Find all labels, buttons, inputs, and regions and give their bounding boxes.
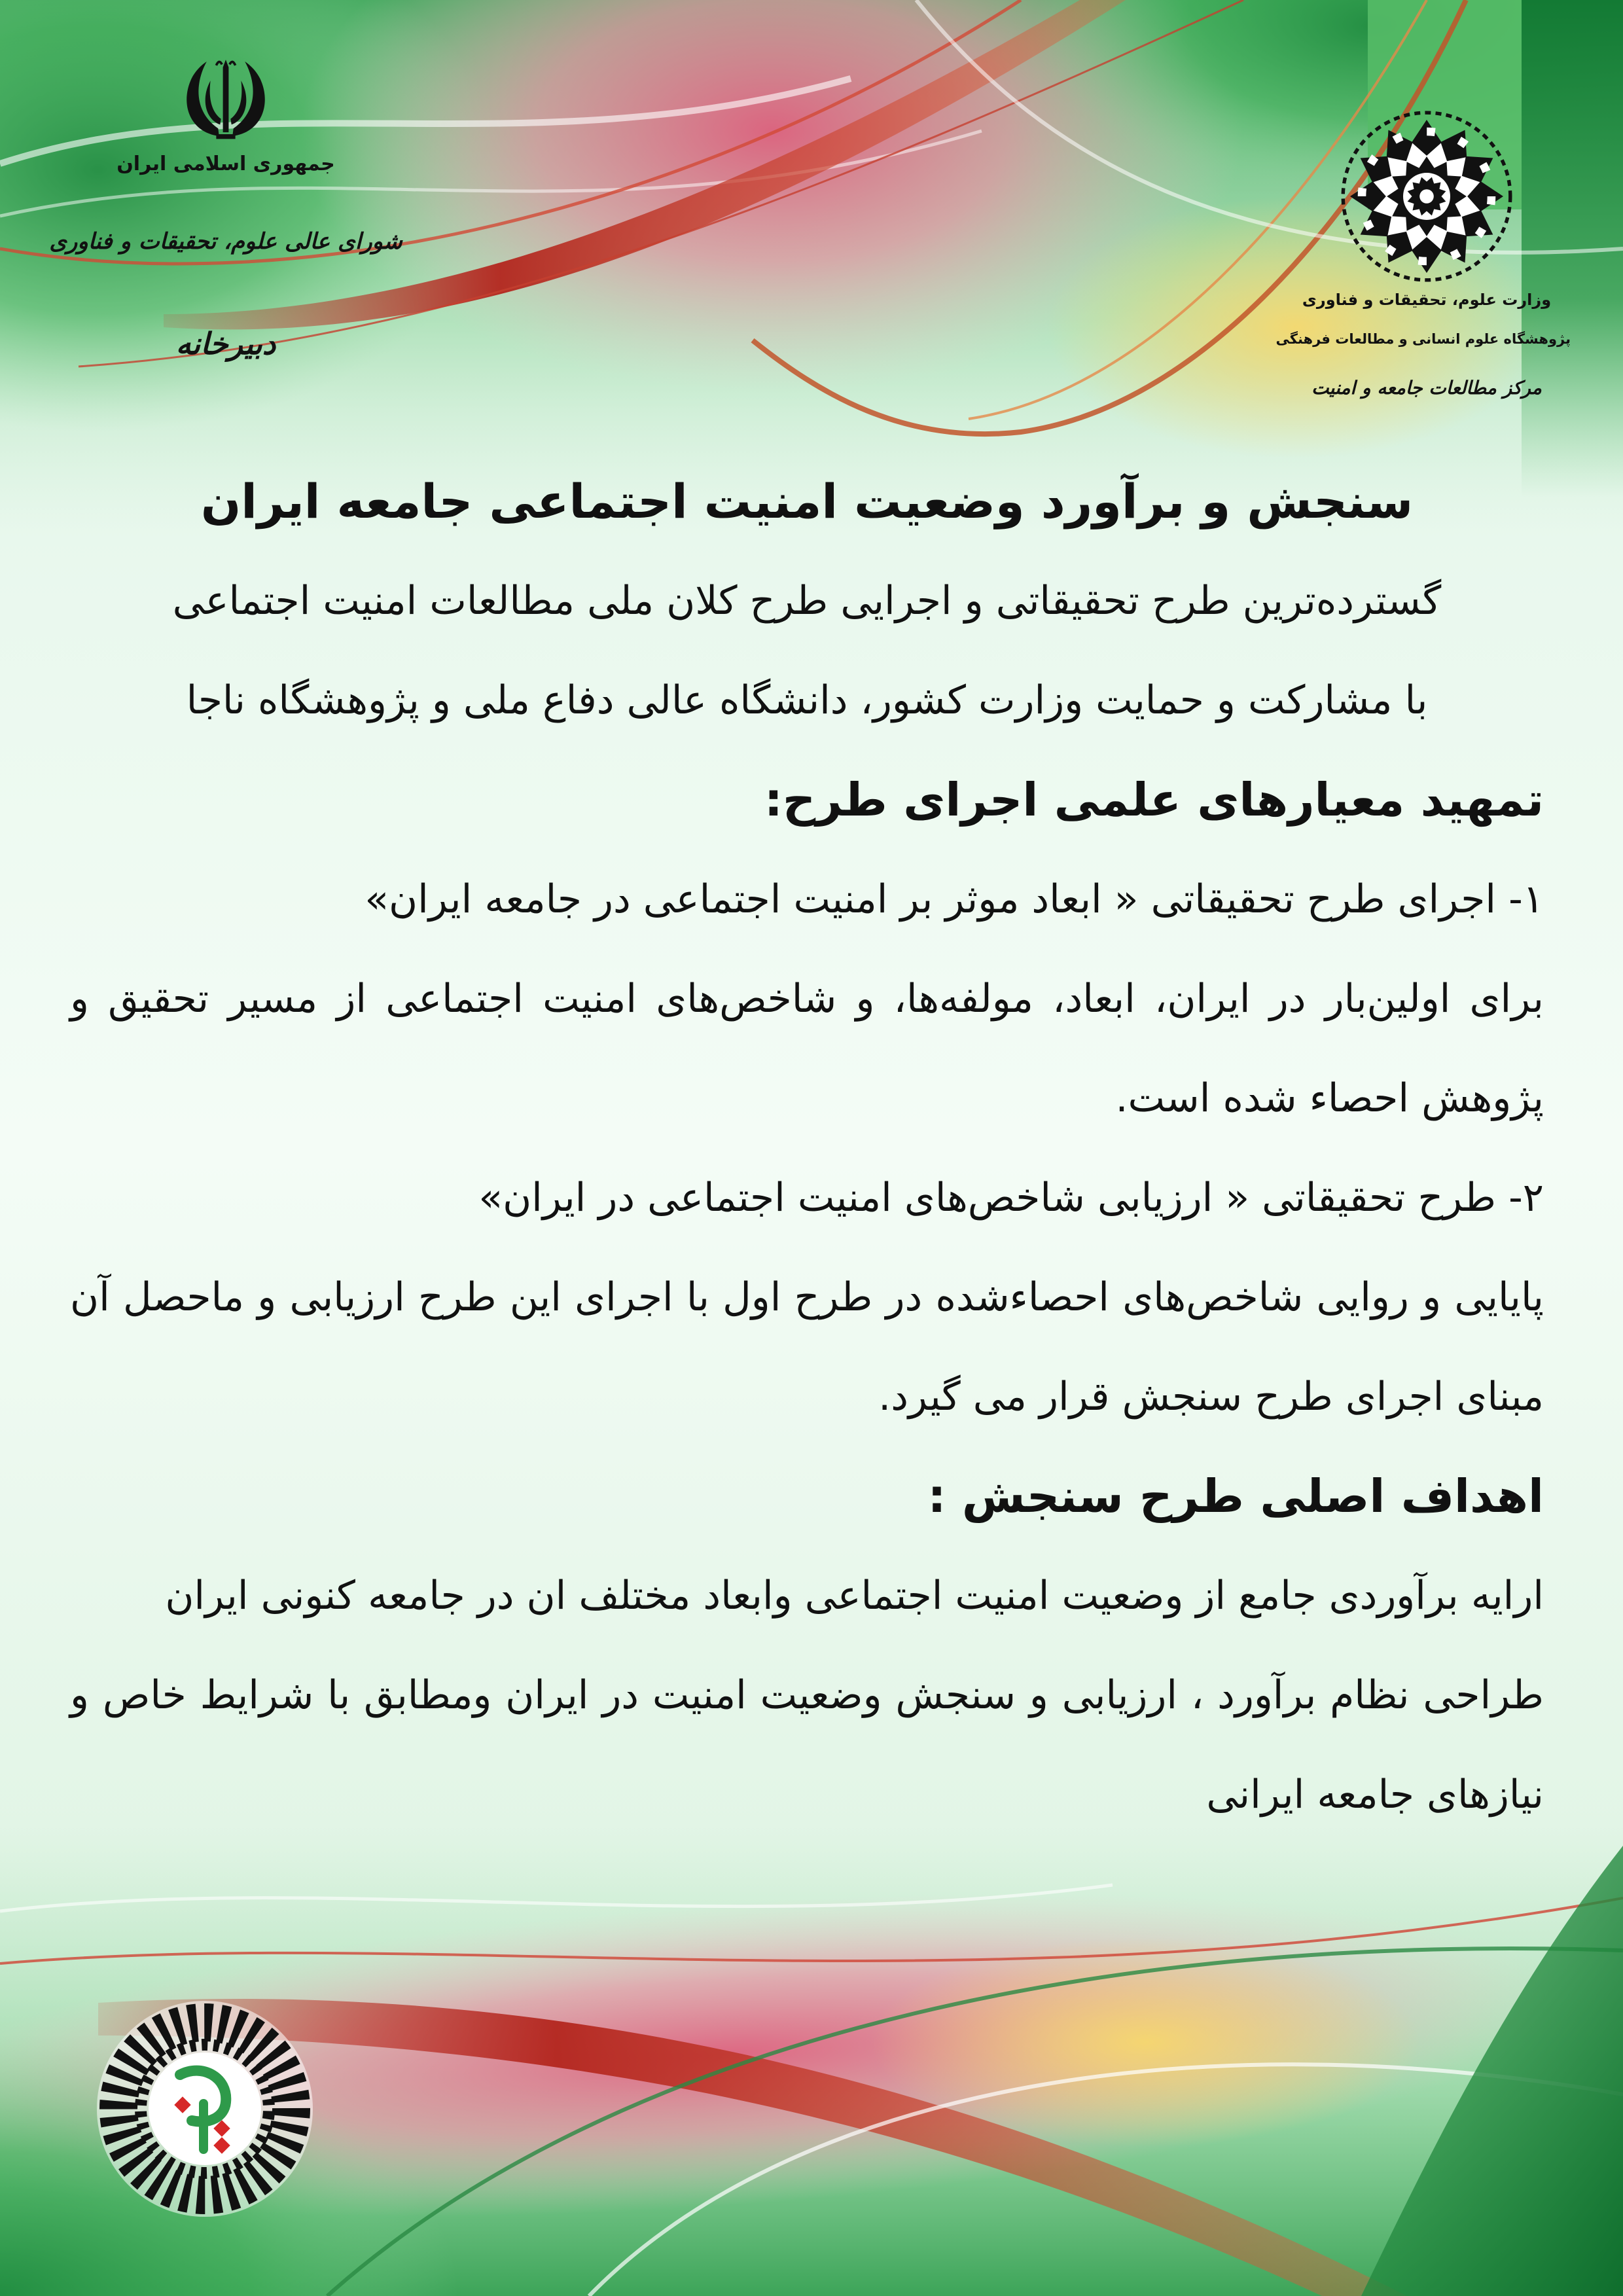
main-content xyxy=(70,452,1544,1844)
section-heading-criteria: تمهید معیارهای علمی اجرای طرح: xyxy=(764,773,1544,827)
page-title: سنجش و برآورد وضعیت امنیت اجتماعی جامعه ایران xyxy=(200,474,1414,529)
left-logo-line-3: دبیرخانه xyxy=(175,326,276,361)
right-logo-line-3: مرکز مطالعات جامعه و امنیت xyxy=(1311,377,1542,399)
criteria-item-1-title: ۱- اجرای طرح تحقیقاتی « ابعاد موثر بر امنیت اجتماعی در جامعه ایران» xyxy=(365,876,1544,922)
right-logo-line-2: پژوهشگاه علوم انسانی و مطالعات فرهنگی xyxy=(1275,331,1571,347)
spiral-logo-icon xyxy=(94,1998,316,2220)
criteria-item-2-title: ۲- طرح تحقیقاتی « ارزیابی شاخص‌های امنیت اجتماعی در ایران» xyxy=(478,1175,1544,1221)
criteria-item-2-text: پایایی و روایی شاخص‌های احصاءشده در طرح اول با اجرای این طرح ارزیابی و ماحصل آن مبنای اجرای طرح سنجش قرار می گیرد. xyxy=(70,1274,1544,1420)
subtitle-line-2: با مشارکت و حمایت وزارت کشور، دانشگاه عالی دفاع ملی و پژوهشگاه ناجا xyxy=(186,677,1428,723)
goal-paragraph-2: طراحی نظام برآورد ، ارزیابی و سنجش وضعیت امنیت در ایران ومطابق با شرایط خاص و نیازهای جامعه ایرانی xyxy=(70,1672,1544,1818)
right-logo-line-1: وزارت علوم، تحقیقات و فناوری xyxy=(1302,291,1552,309)
research-center-logo xyxy=(1275,0,1571,419)
left-logo-line-2: شورای عالی علوم، تحقیقات و فناوری xyxy=(49,228,402,255)
section-heading-goals: اهداف اصلی طرح سنجش : xyxy=(927,1469,1544,1523)
rosette-logo-icon xyxy=(1338,108,1515,285)
criteria-item-1-text: برای اولین‌بار در ایران، ابعاد، مولفه‌ها، و شاخص‌های امنیت اجتماعی از مسیر تحقیق و پژوهش احصاء شده است. xyxy=(70,976,1544,1121)
iran-emblem-icon xyxy=(178,56,274,142)
goal-paragraph-1: ارایه برآوردی جامع از وضعیت امنیت اجتماعی وابعاد مختلف ان در جامعه کنونی ایران xyxy=(165,1573,1544,1619)
left-logo-line-1: جمهوری اسلامی ایران xyxy=(116,152,335,175)
subtitle-line-1: گسترده‌ترین طرح تحقیقاتی و اجرایی طرح کلان ملی مطالعات امنیت اجتماعی xyxy=(172,578,1442,624)
council-secretariat-logo xyxy=(43,0,409,393)
